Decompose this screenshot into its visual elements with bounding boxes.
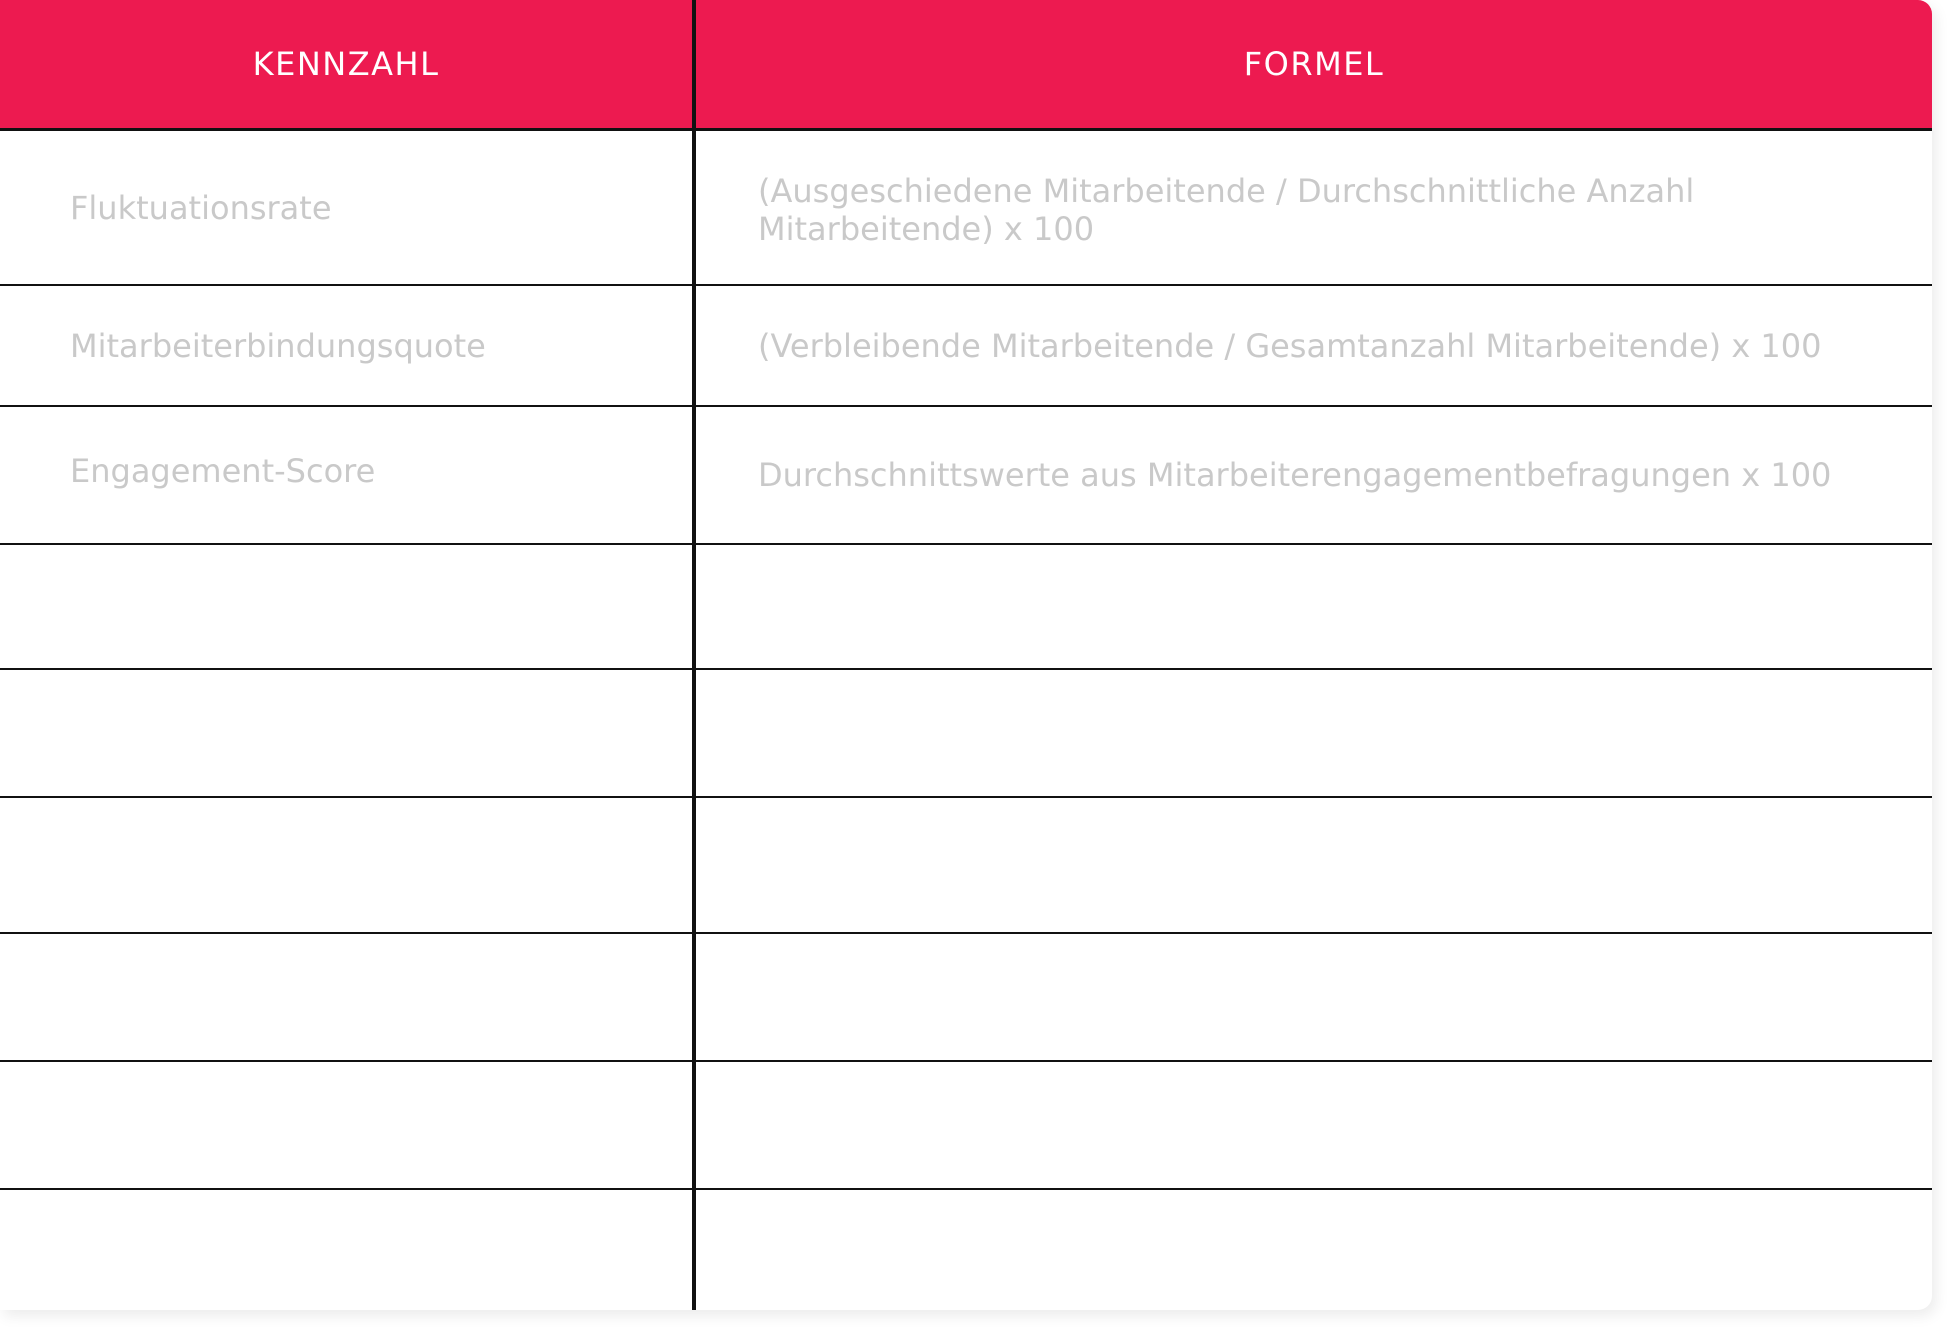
- column-divider: [692, 0, 696, 1310]
- cell-kennzahl: [0, 1190, 692, 1310]
- table-row: [0, 131, 1932, 286]
- cell-formel: [696, 934, 1932, 1060]
- table-row: [0, 1062, 1932, 1190]
- table-row: [0, 545, 1932, 670]
- cell-formel: Durchschnittswerte aus Mitarbeiterengagementbefragungen x 100: [758, 456, 1832, 494]
- cell-formel: [696, 1062, 1932, 1188]
- cell-kennzahl: [0, 670, 692, 796]
- cell-formel: (Verbleibende Mitarbeitende / Gesamtanzahl Mitarbeitende) x 100: [758, 326, 1822, 365]
- cell-kennzahl: [0, 1062, 692, 1188]
- cell-formel: (Ausgeschiedene Mitarbeitende / Durchschnittliche Anzahl Mitarbeitende) x 100: [758, 171, 1695, 248]
- cell-formel: [696, 670, 1932, 796]
- cell-formel: [696, 798, 1932, 932]
- table-row: [0, 407, 1932, 545]
- cell-kennzahl: Engagement-Score: [70, 452, 376, 490]
- cell-kennzahl: [0, 934, 692, 1060]
- header-formel: FORMEL: [1243, 45, 1385, 83]
- header-kennzahl: KENNZAHL: [252, 45, 440, 83]
- table-row: [0, 1190, 1932, 1310]
- cell-kennzahl: Mitarbeiterbindungsquote: [70, 326, 486, 365]
- table-header: [0, 0, 1932, 131]
- table-row: [0, 798, 1932, 934]
- cell-kennzahl: [0, 798, 692, 932]
- table-row: [0, 670, 1932, 798]
- cell-kennzahl: Fluktuationsrate: [70, 188, 332, 227]
- cell-formel: [696, 1190, 1932, 1310]
- cell-kennzahl: [0, 545, 692, 668]
- cell-formel: [696, 545, 1932, 668]
- table-row: [0, 286, 1932, 407]
- table-row: [0, 934, 1932, 1062]
